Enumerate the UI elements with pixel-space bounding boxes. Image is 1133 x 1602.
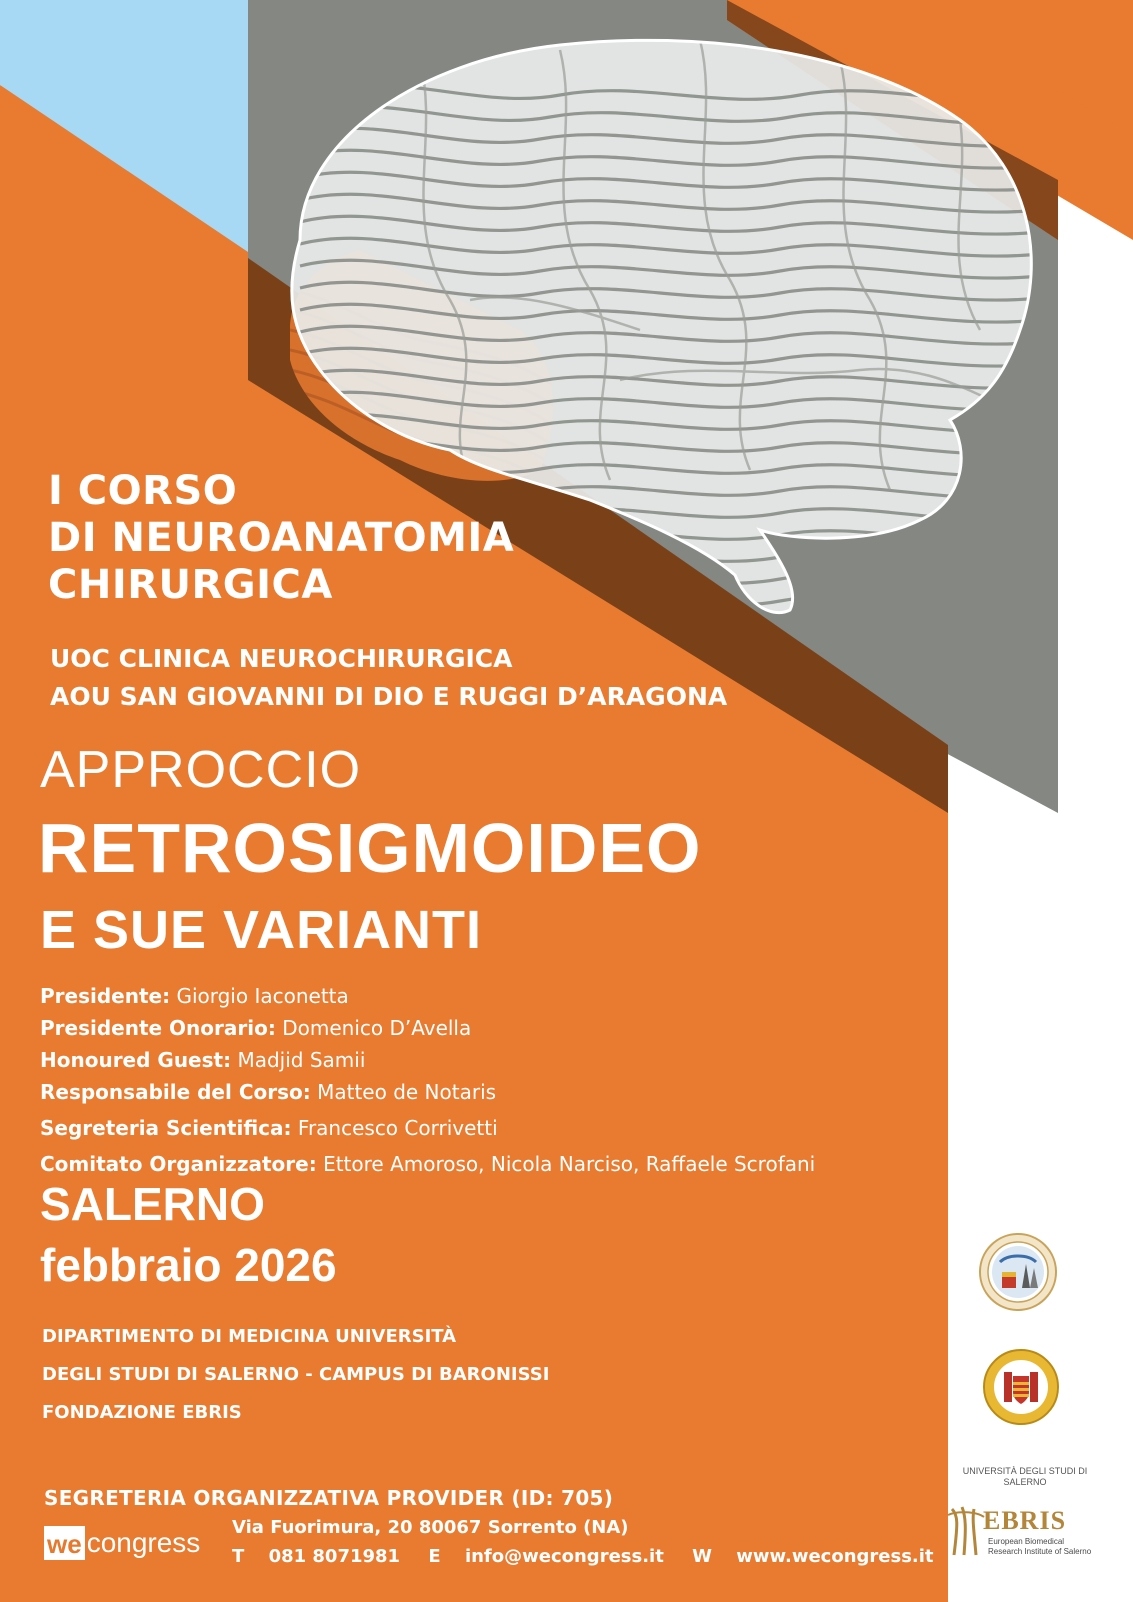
course-title [48, 468, 514, 609]
approach-heading-light: APPROCCIO [40, 741, 362, 799]
role-row [40, 1080, 815, 1105]
contact-line [232, 1545, 934, 1569]
role-label: Presidente: [40, 984, 171, 1008]
seal-icon [978, 1232, 1058, 1312]
wecongress-logo [44, 1519, 200, 1567]
role-value: Domenico D’Avella [282, 1016, 472, 1040]
role-label: Comitato Organizzatore: [40, 1152, 317, 1176]
university-caption: UNIVERSITÀ DEGLI STUDI DI SALERNO [962, 1466, 1088, 1487]
phone-number: 081 8071981 [268, 1546, 401, 1567]
phone-key: T [232, 1546, 245, 1567]
role-label: Segreteria Scientifica: [40, 1116, 292, 1140]
clinic-info [50, 640, 727, 716]
role-row [40, 1048, 815, 1073]
course-title-line: I CORSO [48, 468, 238, 514]
logo-we: we [44, 1526, 85, 1560]
course-title-line: DI NEUROANATOMIA [48, 515, 515, 561]
email-link[interactable]: info@wecongress.it [464, 1546, 664, 1567]
role-label: Responsabile del Corso: [40, 1080, 311, 1104]
role-row [40, 1116, 815, 1141]
clinic-line: AOU SAN GIOVANNI DI DIO E RUGGI D’ARAGONA [50, 682, 728, 711]
university-seal-icon [982, 1348, 1060, 1426]
role-row [40, 1152, 815, 1177]
venue-line: FONDAZIONE EBRIS [42, 1402, 242, 1423]
ebris-subtitle: European Biomedical Research Institute of Salerno [988, 1537, 1092, 1556]
role-value: Matteo de Notaris [317, 1080, 497, 1104]
role-value: Francesco Corrivetti [297, 1116, 498, 1140]
role-row [40, 984, 815, 1009]
approach-heading-sub: E SUE VARIANTI [40, 900, 483, 960]
clinic-line: UOC CLINICA NEUROCHIRURGICA [50, 644, 513, 673]
role-label: Presidente Onorario: [40, 1016, 276, 1040]
web-key: W [692, 1546, 712, 1567]
role-value: Ettore Amoroso, Nicola Narciso, Raffaele Scrofani [323, 1152, 816, 1176]
ebris-name: EBRIS [983, 1506, 1067, 1535]
role-value: Madjid Samii [237, 1048, 366, 1072]
email-key: E [428, 1546, 441, 1567]
role-label: Honoured Guest: [40, 1048, 232, 1072]
approach-heading-main: RETROSIGMOIDEO [38, 809, 702, 887]
venue-info [42, 1318, 549, 1432]
roles-list [40, 984, 815, 1188]
role-value: Giorgio Iaconetta [176, 984, 349, 1008]
contact-address: Via Fuorimura, 20 80067 Sorrento (NA) [232, 1517, 629, 1538]
role-row [40, 1016, 815, 1041]
provider-heading: SEGRETERIA ORGANIZZATIVA PROVIDER (ID: 705) [44, 1486, 614, 1510]
web-link[interactable]: www.wecongress.it [736, 1546, 934, 1567]
venue-line: DIPARTIMENTO DI MEDICINA UNIVERSITÀ [42, 1326, 457, 1347]
venue-line: DEGLI STUDI DI SALERNO - CAMPUS DI BARONISSI [42, 1364, 550, 1385]
course-title-line: CHIRURGICA [48, 562, 333, 608]
event-city: SALERNO [40, 1178, 265, 1230]
event-date: febbraio 2026 [40, 1239, 337, 1291]
logo-congress: congress [86, 1527, 201, 1558]
ebris-logo-icon [946, 1505, 986, 1557]
